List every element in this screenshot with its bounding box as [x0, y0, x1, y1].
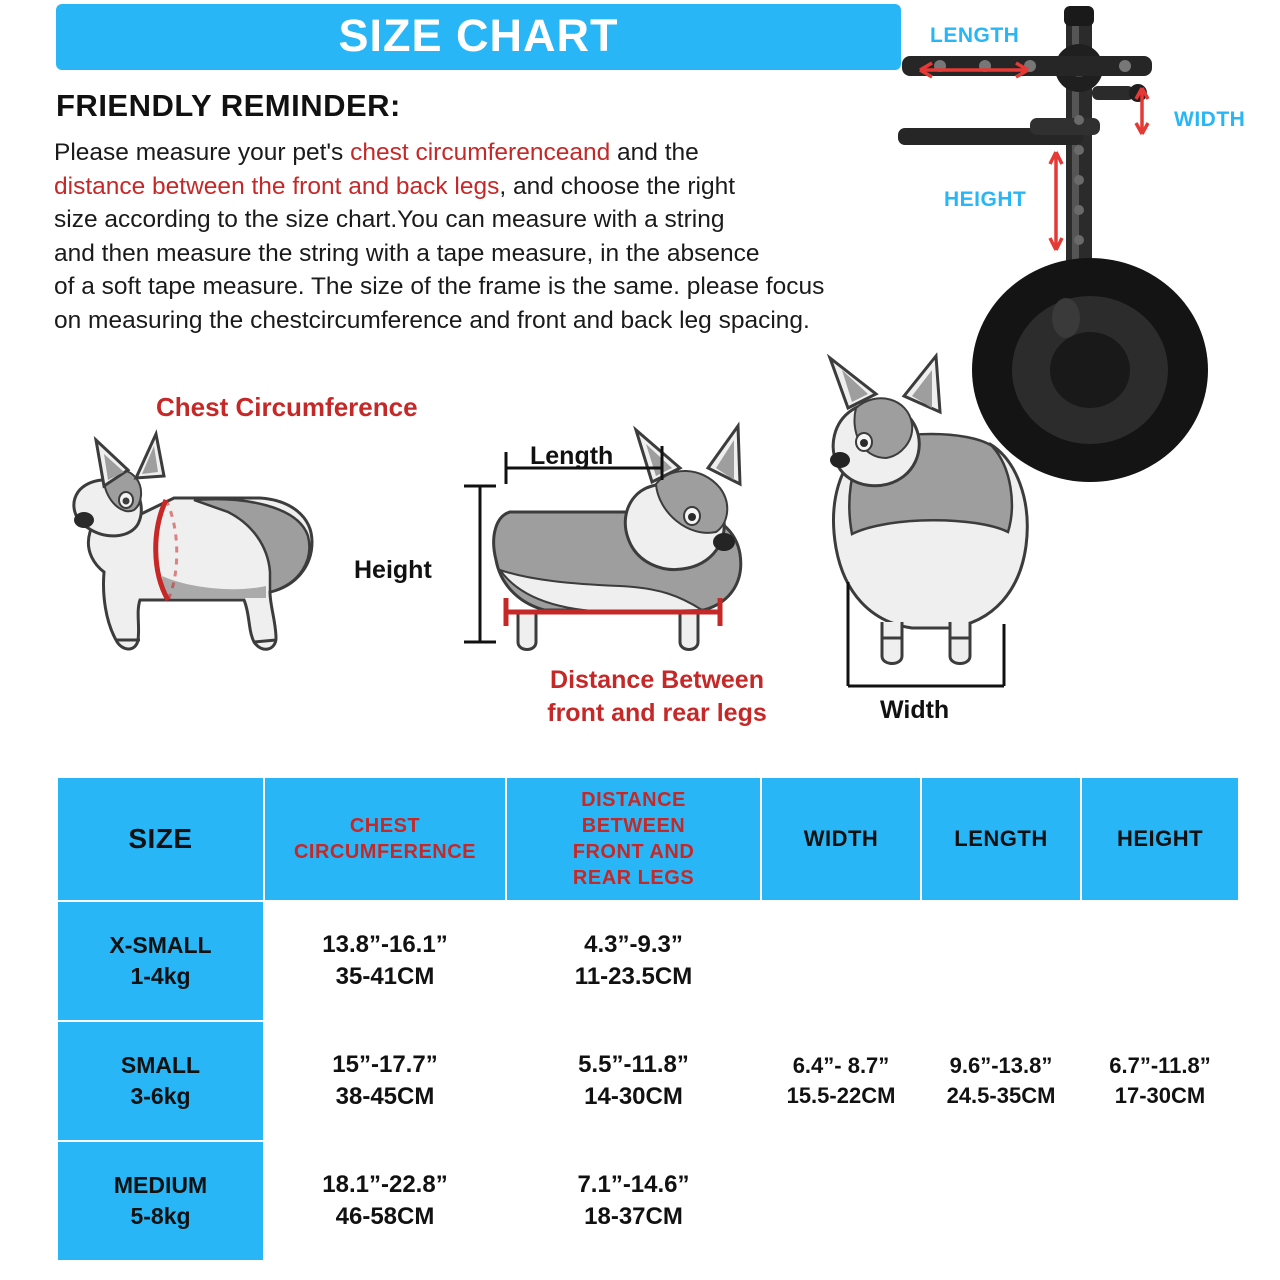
reminder-distance-emphasis: distance between the front and back legs: [54, 172, 500, 200]
height-label: Height: [354, 556, 432, 584]
row-medium-size-name: MEDIUM: [113, 1172, 208, 1198]
header-chest-line-2: CIRCUMFERENCE: [293, 841, 477, 863]
header-width: WIDTH: [761, 777, 921, 901]
header-height: HEIGHT: [1081, 777, 1239, 901]
row-xsmall-dist-cm: 11-23.5CM: [574, 963, 693, 990]
row-xsmall-distance: [506, 901, 761, 1021]
header-distance-line-4: REAR LEGS: [572, 867, 695, 889]
row-small-dist-in: 5.5”-11.8”: [578, 1051, 689, 1078]
distance-label-line-1: Distance Between: [550, 666, 764, 694]
header-chest-line-1: CHEST: [349, 815, 421, 837]
row-medium-dist-in: 7.1”-14.6”: [577, 1171, 690, 1198]
title-banner: [56, 4, 901, 70]
chest-circumference-label: Chest Circumference: [156, 392, 418, 422]
distance-between-legs-label: [512, 664, 802, 730]
row-medium-size-weight: 5-8kg: [130, 1203, 191, 1229]
table-row: [57, 901, 1239, 1021]
row-medium-chest-cm: 46-58CM: [335, 1203, 435, 1230]
row-xsmall-chest: [264, 901, 506, 1021]
row-medium-size: [57, 1141, 264, 1261]
reminder-line-3: size according to the size chart.You can measure with a string: [54, 206, 725, 233]
reminder-line-1-a: Please measure your pet's: [54, 139, 351, 166]
header-size: SIZE: [57, 777, 264, 901]
row-small-chest-cm: 38-45CM: [335, 1083, 435, 1110]
merged-width-cm: 15.5-22CM: [786, 1083, 896, 1108]
row-small-chest: [264, 1021, 506, 1141]
reminder-chest-emphasis: chest circumferenceand: [350, 139, 611, 166]
length-label: Length: [530, 442, 614, 470]
merged-length-cell: [921, 901, 1081, 1261]
row-small-size: [57, 1021, 264, 1141]
merged-width-cell: [761, 901, 921, 1261]
reminder-line-6: on measuring the chestcircumference and front and back leg spacing.: [54, 306, 810, 334]
merged-length-in: 9.6”-13.8”: [949, 1053, 1053, 1078]
header-chest-circumference: [264, 777, 506, 901]
merged-height-cm: 17-30CM: [1114, 1083, 1206, 1108]
row-medium-chest: [264, 1141, 506, 1261]
reminder-body: [54, 136, 1014, 337]
distance-label-line-2: front and rear legs: [547, 699, 767, 727]
dog-side-view-illustration: [44, 400, 384, 680]
row-medium-dist-cm: 18-37CM: [584, 1203, 683, 1230]
frame-length-label: LENGTH: [930, 24, 1020, 47]
row-xsmall-size: [57, 901, 264, 1021]
row-small-size-weight: 3-6kg: [130, 1083, 191, 1109]
table-header-row: [57, 777, 1239, 901]
row-small-size-name: SMALL: [120, 1052, 201, 1078]
header-distance-line-2: BETWEEN: [581, 815, 686, 837]
dog-rear-view-illustration: [800, 350, 1060, 690]
reminder-line-1: [54, 136, 1014, 170]
frame-width-label: WIDTH: [1174, 108, 1246, 131]
row-xsmall-dist-in: 4.3”-9.3”: [584, 931, 683, 958]
width-label: Width: [880, 696, 950, 724]
reminder-line-2: [54, 170, 1014, 204]
row-xsmall-chest-in: 13.8”-16.1”: [322, 931, 448, 958]
row-small-distance: [506, 1021, 761, 1141]
header-distance-between-legs: [506, 777, 761, 901]
reminder-line-4: and then measure the string with a tape measure, in the absence: [54, 239, 760, 267]
row-xsmall-size-weight: 1-4kg: [130, 963, 191, 989]
table-header: [57, 777, 1239, 901]
frame-height-label: HEIGHT: [944, 188, 1027, 211]
header-distance-line-3: FRONT AND: [572, 841, 695, 863]
row-xsmall-size-name: X-SMALL: [109, 932, 212, 958]
merged-height-cell: [1081, 901, 1239, 1261]
row-small-dist-cm: 14-30CM: [584, 1083, 683, 1110]
merged-height-in: 6.7”-11.8”: [1109, 1053, 1211, 1078]
reminder-line-2-b: , and choose the right: [499, 172, 736, 200]
row-small-chest-in: 15”-17.7”: [332, 1051, 438, 1078]
merged-length-cm: 24.5-35CM: [946, 1083, 1056, 1108]
header-length: LENGTH: [921, 777, 1081, 901]
table-body: [57, 901, 1239, 1261]
merged-width-in: 6.4”- 8.7”: [792, 1053, 890, 1078]
size-chart-table: [56, 776, 1240, 1262]
page-title: SIZE CHART: [338, 10, 619, 61]
dog-length-height-illustration: [440, 420, 810, 680]
reminder-line-1-b: and the: [610, 139, 699, 166]
header-distance-line-1: DISTANCE: [581, 789, 686, 811]
reminder-line-5: of a soft tape measure. The size of the frame is the same. please focus: [54, 273, 825, 300]
row-medium-chest-in: 18.1”-22.8”: [322, 1171, 448, 1198]
row-medium-distance: [506, 1141, 761, 1261]
reminder-heading: FRIENDLY REMINDER:: [56, 88, 401, 123]
row-xsmall-chest-cm: 35-41CM: [335, 963, 435, 990]
